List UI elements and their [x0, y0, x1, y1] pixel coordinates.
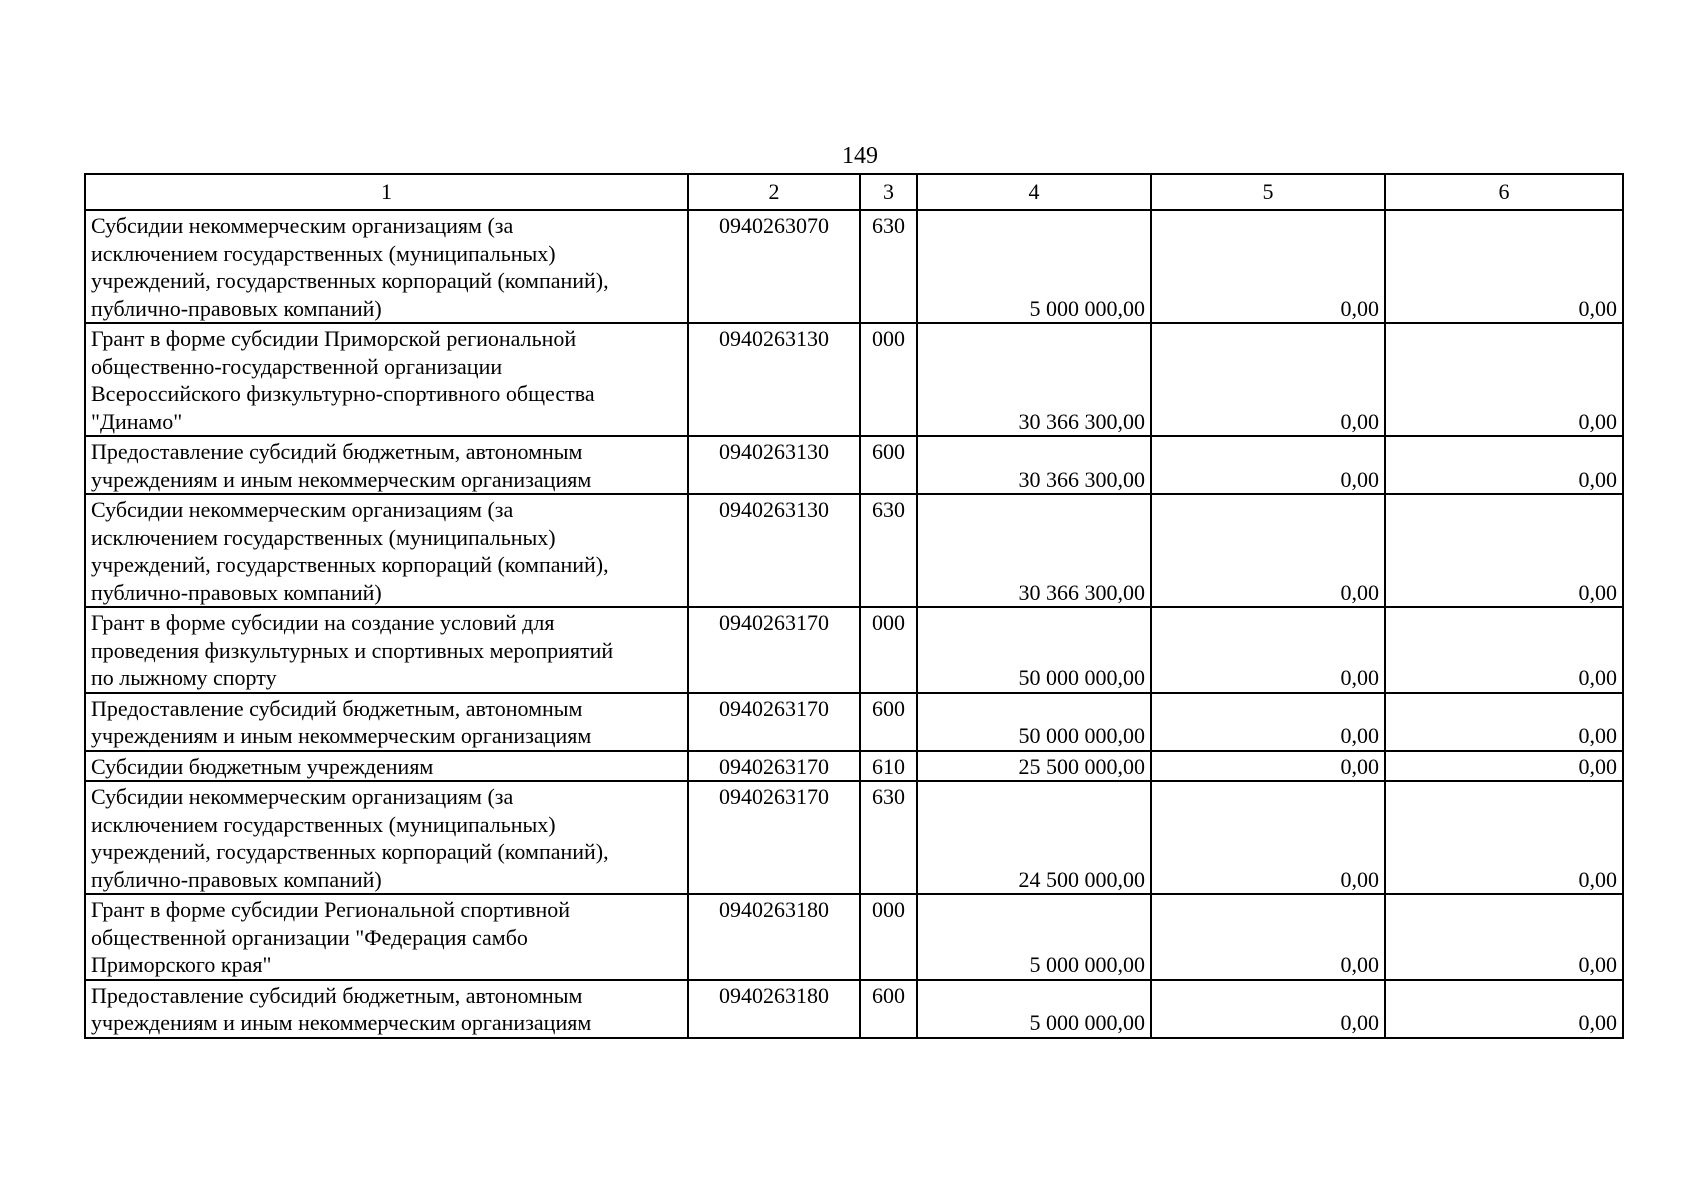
row-value-col6: 0,00 [1385, 781, 1623, 894]
row-value-col5: 0,00 [1151, 894, 1385, 980]
row-type-cell: 610 [860, 751, 917, 782]
row-value-col6: 0,00 [1385, 693, 1623, 751]
table-header-row [85, 174, 1623, 210]
page-number: 149 [842, 143, 878, 169]
table-row [85, 980, 1623, 1038]
row-name-cell: Субсидии некоммерческим организациям (за исключением государственных (муниципальных) учреждений, государственных корпораций (компаний), публично-правовых компаний) [85, 210, 688, 323]
row-type-cell: 630 [860, 210, 917, 323]
row-name-cell: Субсидии некоммерческим организациям (за исключением государственных (муниципальных) учреждений, государственных корпораций (компаний), публично-правовых компаний) [85, 494, 688, 607]
table-row [85, 751, 1623, 782]
row-value-col4: 5 000 000,00 [917, 894, 1151, 980]
row-name-cell: Предоставление субсидий бюджетным, автономным учреждениям и иным некоммерческим организациям [85, 436, 688, 494]
row-name-cell: Предоставление субсидий бюджетным, автономным учреждениям и иным некоммерческим организациям [85, 693, 688, 751]
row-value-col4: 50 000 000,00 [917, 607, 1151, 693]
row-name-cell: Субсидии некоммерческим организациям (за исключением государственных (муниципальных) учреждений, государственных корпораций (компаний), публично-правовых компаний) [85, 781, 688, 894]
column-header: 5 [1151, 174, 1385, 210]
row-code-cell: 0940263130 [688, 436, 860, 494]
row-value-col6: 0,00 [1385, 494, 1623, 607]
column-header: 2 [688, 174, 860, 210]
row-name-cell: Грант в форме субсидии Приморской региональной общественно-государственной организации Всероссийского физкультурно-спортивного общества "Динамо" [85, 323, 688, 436]
table-row [85, 894, 1623, 980]
row-value-col5: 0,00 [1151, 607, 1385, 693]
row-code-cell: 0940263170 [688, 607, 860, 693]
row-code-cell: 0940263180 [688, 980, 860, 1038]
row-value-col4: 30 366 300,00 [917, 323, 1151, 436]
row-name-cell: Грант в форме субсидии Региональной спортивной общественной организации "Федерация самбо Приморского края" [85, 894, 688, 980]
row-value-col6: 0,00 [1385, 980, 1623, 1038]
row-value-col4: 24 500 000,00 [917, 781, 1151, 894]
budget-table-body [85, 174, 1623, 1038]
row-code-cell: 0940263180 [688, 894, 860, 980]
table-row [85, 323, 1623, 436]
row-value-col4: 50 000 000,00 [917, 693, 1151, 751]
row-value-col4: 5 000 000,00 [917, 980, 1151, 1038]
row-value-col5: 0,00 [1151, 781, 1385, 894]
row-value-col4: 30 366 300,00 [917, 436, 1151, 494]
row-value-col6: 0,00 [1385, 210, 1623, 323]
row-type-cell: 630 [860, 494, 917, 607]
row-type-cell: 600 [860, 693, 917, 751]
row-value-col5: 0,00 [1151, 751, 1385, 782]
row-value-col6: 0,00 [1385, 894, 1623, 980]
row-type-cell: 600 [860, 436, 917, 494]
row-value-col4: 25 500 000,00 [917, 751, 1151, 782]
row-type-cell: 000 [860, 607, 917, 693]
row-value-col6: 0,00 [1385, 323, 1623, 436]
row-type-cell: 000 [860, 323, 917, 436]
row-name-cell: Грант в форме субсидии на создание условий для проведения физкультурных и спортивных мероприятий по лыжному спорту [85, 607, 688, 693]
column-header: 4 [917, 174, 1151, 210]
row-value-col4: 5 000 000,00 [917, 210, 1151, 323]
table-row [85, 781, 1623, 894]
row-value-col4: 30 366 300,00 [917, 494, 1151, 607]
row-value-col6: 0,00 [1385, 436, 1623, 494]
row-value-col5: 0,00 [1151, 323, 1385, 436]
row-code-cell: 0940263070 [688, 210, 860, 323]
column-header: 3 [860, 174, 917, 210]
column-header: 6 [1385, 174, 1623, 210]
table-row [85, 693, 1623, 751]
row-code-cell: 0940263130 [688, 494, 860, 607]
row-value-col5: 0,00 [1151, 494, 1385, 607]
row-name-cell: Субсидии бюджетным учреждениям [85, 751, 688, 782]
row-code-cell: 0940263170 [688, 751, 860, 782]
row-code-cell: 0940263170 [688, 781, 860, 894]
row-value-col5: 0,00 [1151, 693, 1385, 751]
row-code-cell: 0940263170 [688, 693, 860, 751]
row-code-cell: 0940263130 [688, 323, 860, 436]
row-value-col5: 0,00 [1151, 980, 1385, 1038]
row-value-col5: 0,00 [1151, 436, 1385, 494]
table-row [85, 210, 1623, 323]
budget-table [84, 173, 1624, 1039]
column-header: 1 [85, 174, 688, 210]
table-row [85, 494, 1623, 607]
row-value-col6: 0,00 [1385, 607, 1623, 693]
row-type-cell: 600 [860, 980, 917, 1038]
row-value-col6: 0,00 [1385, 751, 1623, 782]
row-value-col5: 0,00 [1151, 210, 1385, 323]
table-row [85, 607, 1623, 693]
row-name-cell: Предоставление субсидий бюджетным, автономным учреждениям и иным некоммерческим организациям [85, 980, 688, 1038]
table-row [85, 436, 1623, 494]
row-type-cell: 000 [860, 894, 917, 980]
row-type-cell: 630 [860, 781, 917, 894]
